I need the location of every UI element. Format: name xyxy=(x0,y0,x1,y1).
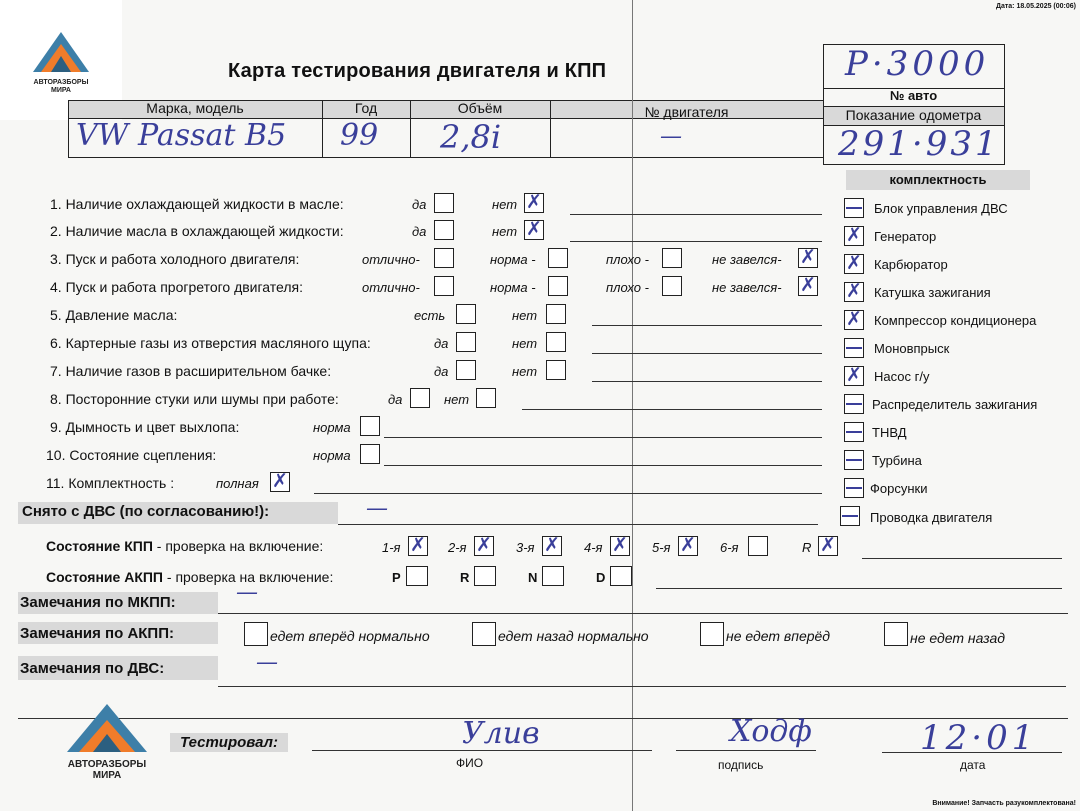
q3-notstarted-label: не завелся- xyxy=(712,252,782,267)
question-2: 2. Наличие масла в охлаждающей жидкости: xyxy=(50,223,344,239)
question-8: 8. Посторонние стуки или шумы при работе: xyxy=(50,391,339,407)
q4-normal-label: норма - xyxy=(490,280,536,295)
kit-tnvd-checkbox[interactable] xyxy=(844,422,864,442)
kit-ps-pump-checkbox[interactable] xyxy=(844,366,864,386)
q3-excellent-checkbox[interactable] xyxy=(434,248,454,268)
kit-ps-pump-label: Насос г/у xyxy=(874,369,930,384)
kit-ecu-checkbox[interactable] xyxy=(844,198,864,218)
q7-no-checkbox[interactable] xyxy=(546,360,566,380)
value-volume: 2,8i xyxy=(440,118,502,156)
q2-no-checkbox[interactable] xyxy=(524,220,544,240)
kpp-gear-3-label: 3-я xyxy=(516,540,535,555)
kit-monoinjection-checkbox[interactable] xyxy=(844,338,864,358)
remarks-dvs-value: — xyxy=(256,650,278,675)
company-logo xyxy=(6,30,116,95)
tester-name: Улив xyxy=(462,716,540,751)
q11-full-checkbox[interactable] xyxy=(270,472,290,492)
bottom-note: Внимание! Запчасть разукомплектована! xyxy=(932,800,1076,807)
q3-bad-checkbox[interactable] xyxy=(662,248,682,268)
kpp-gear-3-checkbox[interactable] xyxy=(542,536,562,556)
auto-number-value: P·3000 xyxy=(845,44,990,84)
q6-no-label: нет xyxy=(512,336,538,351)
akpp-forward-ok-checkbox[interactable] xyxy=(244,622,268,646)
question-6: 6. Картерные газы из отверстия масляного щупа: xyxy=(50,335,371,351)
odometer-value: 291·931 xyxy=(838,124,1000,164)
akpp-r-checkbox[interactable] xyxy=(474,566,496,586)
akpp-no-forward-label: не едет вперёд xyxy=(726,628,831,644)
q3-normal-label: норма - xyxy=(490,252,536,267)
odometer-label: Показание одометра xyxy=(845,107,982,123)
q8-yes-label: да xyxy=(388,392,403,407)
kit-coil-checkbox[interactable] xyxy=(844,282,864,302)
kpp-gear-1-checkbox[interactable] xyxy=(408,536,428,556)
kit-ecu-label: Блок управления ДВС xyxy=(874,201,1008,216)
akpp-p-checkbox[interactable] xyxy=(406,566,428,586)
remarks-dvs-label: Замечания по ДВС: xyxy=(20,660,165,677)
logo-icon xyxy=(65,702,149,754)
q5-present-checkbox[interactable] xyxy=(456,304,476,324)
kit-ac-compressor-checkbox[interactable] xyxy=(844,310,864,330)
q10-normal-label: норма xyxy=(313,448,351,463)
akpp-label: Состояние АКПП - проверка на включение: xyxy=(46,569,334,585)
q1-yes-checkbox[interactable] xyxy=(434,193,454,213)
akpp-n-label: N xyxy=(528,570,538,585)
remarks-mkpp-value: — xyxy=(236,580,258,605)
removed-value: — xyxy=(366,496,388,521)
akpp-no-forward-checkbox[interactable] xyxy=(700,622,724,646)
kpp-gear-5-label: 5-я xyxy=(652,540,671,555)
value-engine: — xyxy=(660,124,682,149)
kit-coil-label: Катушка зажигания xyxy=(874,285,991,300)
kpp-gear-5-checkbox[interactable] xyxy=(678,536,698,556)
q1-yes-label: да xyxy=(412,197,427,212)
print-date: Дата: 18.05.2025 (00:06) xyxy=(995,3,1076,10)
question-3: 3. Пуск и работа холодного двигателя: xyxy=(50,251,300,267)
q7-yes-label: да xyxy=(434,364,449,379)
kit-injectors-checkbox[interactable] xyxy=(844,478,864,498)
q8-no-label: нет xyxy=(444,392,470,407)
header-make: Марка, модель xyxy=(146,100,244,116)
kit-generator-label: Генератор xyxy=(874,229,937,244)
q3-notstarted-checkbox[interactable] xyxy=(798,248,818,268)
logo-caption: АВТОРАЗБОРЫ МИРА xyxy=(67,759,147,781)
kpp-gear-r-label: R xyxy=(802,540,812,555)
signature: Ходф xyxy=(730,714,812,749)
kit-monoinjection-label: Моновпрыск xyxy=(874,341,950,356)
q2-no-label: нет xyxy=(492,224,518,239)
kpp-gear-6-label: 6-я xyxy=(720,540,739,555)
akpp-n-checkbox[interactable] xyxy=(542,566,564,586)
akpp-no-backward-label: не едет назад xyxy=(910,630,1005,646)
value-make: VW Passat B5 xyxy=(76,118,287,153)
company-logo-bottom xyxy=(52,702,162,781)
question-10: 10. Состояние сцепления: xyxy=(46,447,217,463)
kpp-gear-1-label: 1-я xyxy=(382,540,401,555)
kpp-gear-4-label: 4-я xyxy=(584,540,603,555)
kpp-gear-2-checkbox[interactable] xyxy=(474,536,494,556)
akpp-no-backward-checkbox[interactable] xyxy=(884,622,908,646)
value-year: 99 xyxy=(340,118,379,153)
kpp-gear-2-label: 2-я xyxy=(448,540,467,555)
q3-bad-label: плохо - xyxy=(606,252,649,267)
auto-number-label: № авто xyxy=(889,88,938,103)
question-4: 4. Пуск и работа прогретого двигателя: xyxy=(50,279,303,295)
kit-header: комплектность xyxy=(846,170,1030,190)
kit-turbine-label: Турбина xyxy=(872,453,922,468)
q4-excellent-label: отлично- xyxy=(362,280,420,295)
header-volume: Объём xyxy=(457,100,503,116)
kit-turbine-checkbox[interactable] xyxy=(844,450,864,470)
kpp-gear-r-checkbox[interactable] xyxy=(818,536,838,556)
akpp-d-label: D xyxy=(596,570,606,585)
q1-no-checkbox[interactable] xyxy=(524,193,544,213)
date-label: дата xyxy=(960,758,986,772)
q6-yes-label: да xyxy=(434,336,449,351)
kit-generator-checkbox[interactable] xyxy=(844,226,864,246)
kit-wiring-label: Проводка двигателя xyxy=(870,510,993,525)
question-11: 11. Комплектность : xyxy=(46,475,175,491)
q5-present-label: есть xyxy=(414,308,446,323)
kit-distributor-checkbox[interactable] xyxy=(844,394,864,414)
kit-carburetor-checkbox[interactable] xyxy=(844,254,864,274)
kit-injectors-label: Форсунки xyxy=(870,481,928,496)
date-value: 12·01 xyxy=(920,718,1038,758)
question-9: 9. Дымность и цвет выхлопа: xyxy=(50,419,240,435)
q7-yes-checkbox[interactable] xyxy=(456,360,476,380)
q3-excellent-label: отлично- xyxy=(362,252,420,267)
kpp-gear-4-checkbox[interactable] xyxy=(610,536,630,556)
header-engine: № двигателя xyxy=(644,104,729,120)
q4-bad-checkbox[interactable] xyxy=(662,276,682,296)
sign-label: подпись xyxy=(718,758,764,772)
akpp-p-label: P xyxy=(392,570,401,585)
q10-normal-checkbox[interactable] xyxy=(360,444,380,464)
q8-yes-checkbox[interactable] xyxy=(410,388,430,408)
removed-label: Снято с ДВС (по согласованию!): xyxy=(22,503,270,520)
question-1: 1. Наличие охлаждающей жидкости в масле: xyxy=(50,196,344,212)
q6-no-checkbox[interactable] xyxy=(546,332,566,352)
q6-yes-checkbox[interactable] xyxy=(456,332,476,352)
q1-no-label: нет xyxy=(492,197,518,212)
q2-yes-label: да xyxy=(412,224,427,239)
akpp-r-label: R xyxy=(460,570,470,585)
q11-full-label: полная xyxy=(216,476,259,491)
kit-distributor-label: Распределитель зажигания xyxy=(872,397,1038,412)
fio-label: ФИО xyxy=(456,756,484,770)
question-5: 5. Давление масла: xyxy=(50,307,178,323)
q4-bad-label: плохо - xyxy=(606,280,649,295)
akpp-forward-ok-label: едет вперёд нормально xyxy=(270,628,430,644)
header-year: Год xyxy=(354,100,378,116)
kpp-label: Состояние КПП - проверка на включение: xyxy=(46,538,324,554)
kit-carburetor-label: Карбюратор xyxy=(874,257,948,272)
q7-no-label: нет xyxy=(512,364,538,379)
q5-no-label: нет xyxy=(512,308,538,323)
akpp-backward-ok-checkbox[interactable] xyxy=(472,622,496,646)
question-7: 7. Наличие газов в расширительном бачке: xyxy=(50,363,332,379)
q3-normal-checkbox[interactable] xyxy=(548,248,568,268)
q4-normal-checkbox[interactable] xyxy=(548,276,568,296)
akpp-d-checkbox[interactable] xyxy=(610,566,632,586)
q9-normal-label: норма xyxy=(313,420,351,435)
kpp-gear-6-checkbox[interactable] xyxy=(748,536,768,556)
q4-notstarted-checkbox[interactable] xyxy=(798,276,818,296)
q2-yes-checkbox[interactable] xyxy=(434,220,454,240)
q4-notstarted-label: не завелся- xyxy=(712,280,782,295)
q9-normal-checkbox[interactable] xyxy=(360,416,380,436)
akpp-backward-ok-label: едет назад нормально xyxy=(498,628,649,644)
kit-ac-compressor-label: Компрессор кондиционера xyxy=(874,313,1037,328)
logo-icon xyxy=(31,30,91,74)
kit-wiring-checkbox[interactable] xyxy=(840,506,860,526)
logo-caption: АВТОРАЗБОРЫ МИРА xyxy=(33,79,89,94)
kit-tnvd-label: ТНВД xyxy=(872,425,907,440)
remarks-akpp-label: Замечания по АКПП: xyxy=(20,625,174,642)
page-title: Карта тестирования двигателя и КПП xyxy=(228,60,607,82)
q5-no-checkbox[interactable] xyxy=(546,304,566,324)
remarks-mkpp-label: Замечания по МКПП: xyxy=(20,594,176,611)
tested-label: Тестировал: xyxy=(170,733,288,752)
q4-excellent-checkbox[interactable] xyxy=(434,276,454,296)
q8-no-checkbox[interactable] xyxy=(476,388,496,408)
